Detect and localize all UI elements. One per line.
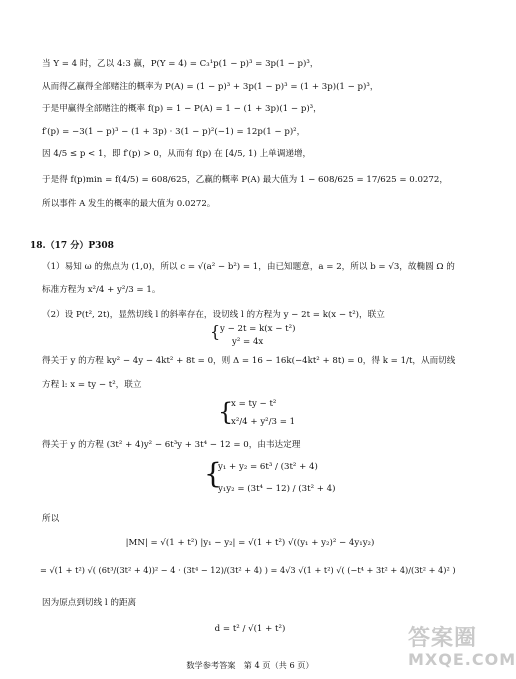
- text-line: 标准方程为 x²/4 + y²/3 = 1。: [42, 285, 161, 295]
- text-line: 因为原点到切线 l 的距离: [42, 598, 137, 608]
- text-line: f′(p) = −3(1 − p)³ − (1 + 3p) · 3(1 − p)²(−1) = 12p(1 − p)²，: [42, 127, 306, 137]
- question-heading: 18.（17 分）P308: [30, 241, 114, 251]
- brace-symbol: {: [204, 457, 222, 490]
- text-line: 得关于 y 的方程 ky² − 4y − 4kt² + 8t = 0，则 Δ = 16 − 16k(−4kt² + 8t) = 0，得 k = 1/t，从而切线: [42, 356, 456, 366]
- text-line: 所以: [42, 514, 60, 524]
- brace-symbol: {: [218, 398, 234, 426]
- text-line: 当 Y = 4 时，乙以 4:3 赢，P(Y = 4) = C₃¹p(1 − p)³ = 3p(1 − p)³，: [42, 59, 319, 69]
- text-line: （1）易知 ω 的焦点为 (1,0)，所以 c = √(a² − b²) = 1，由已知题意，a = 2，所以 b = √3，故椭圆 Ω 的: [42, 262, 455, 272]
- text-line: 得关于 y 的方程 (3t² + 4)y² − 6t³y + 3t⁴ − 12 = 0，由韦达定理: [42, 440, 301, 450]
- equation-mn-line2: = √(1 + t²) √( (6t³/(3t² + 4))² − 4 · (3t⁴ − 12)/(3t² + 4) ) = 4√3 √(1 + t²) √( (−t⁴ + 3t² + 4)/(3t² + 4)² ): [40, 565, 456, 575]
- watermark-logo: [408, 626, 516, 673]
- brace-symbol: {: [210, 322, 221, 341]
- text-line: 方程 l: x = ty − t²，联立: [42, 380, 142, 390]
- page-footer: 数学参考答案 第 4 页（共 6 页）: [186, 660, 314, 670]
- text-line: 从而得乙赢得全部赌注的概率为 P(A) = (1 − p)³ + 3p(1 − p)³ = (1 + 3p)(1 − p)³，: [42, 82, 379, 92]
- text-line: 于是甲赢得全部赌注的概率 f(p) = 1 − P(A) = 1 − (1 + 3p)(1 − p)³，: [42, 104, 322, 114]
- watermark-text: 答案圈: [408, 626, 478, 651]
- text-line: 所以事件 A 发生的概率的最大值为 0.0272。: [42, 199, 216, 209]
- equation-distance: d = t² / √(1 + t²): [214, 624, 286, 634]
- equation: y₁y₂ = (3t⁴ − 12) / (3t² + 4): [218, 484, 336, 494]
- watermark-text: MXQE.COM: [408, 650, 516, 669]
- equation: y − 2t = k(x − t²): [220, 324, 296, 334]
- equation: y² = 4x: [232, 337, 264, 347]
- equation: x = ty − t²: [231, 399, 277, 409]
- equation-mn-line1: |MN| = √(1 + t²) |y₁ − y₂| = √(1 + t²) √((y₁ + y₂)² − 4y₁y₂): [125, 538, 375, 548]
- text-line: 因 4/5 ≤ p < 1，即 f′(p) > 0，从而有 f(p) 在 [4/5, 1) 上单调递增，: [42, 149, 312, 159]
- text-line: 于是得 f(p)min = f(4/5) = 608/625，乙赢的概率 P(A) 最大值为 1 − 608/625 = 17/625 = 0.0272，: [42, 175, 448, 185]
- text-line: （2）设 P(t², 2t)，显然切线 l 的斜率存在，设切线 l 的方程为 y − 2t = k(x − t²)，联立: [42, 310, 385, 320]
- equation: y₁ + y₂ = 6t³ / (3t² + 4): [218, 462, 318, 472]
- equation: x²/4 + y²/3 = 1: [231, 417, 296, 427]
